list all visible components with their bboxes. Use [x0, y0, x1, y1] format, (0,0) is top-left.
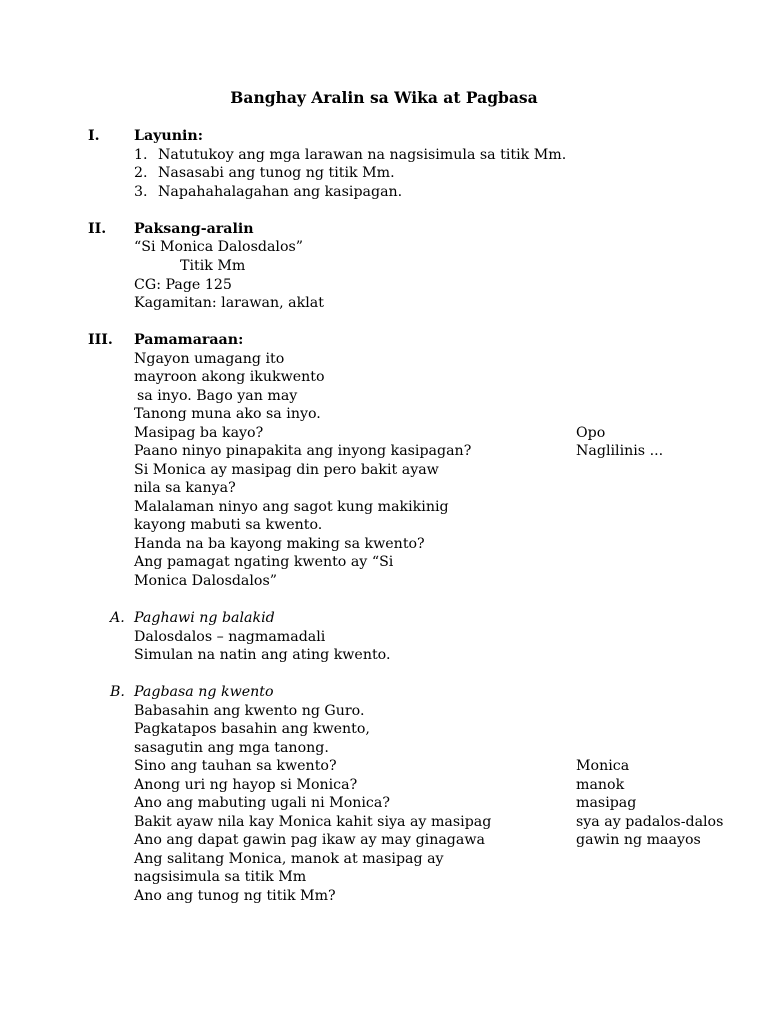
- subsection-b-line: nagsisimula sa titik Mm: [134, 869, 307, 885]
- subsection-b-line: Sino ang tauhan sa kwento?: [134, 758, 337, 774]
- subsection-b-line: Bakit ayaw nila kay Monica kahit siya ay masipag: [134, 814, 492, 830]
- cg-reference: CG: Page 125: [134, 277, 232, 293]
- procedure-line: Ngayon umagang ito: [134, 351, 285, 367]
- subsection-b-letter: B.: [110, 684, 125, 700]
- subsection-b-line: Pagkatapos basahin ang kwento,: [134, 721, 370, 737]
- section-2-heading: Paksang-aralin: [134, 221, 254, 237]
- procedure-line: nila sa kanya?: [134, 480, 236, 496]
- subsection-a-line: Dalosdalos – nagmamadali: [134, 629, 326, 645]
- answer: manok: [576, 777, 625, 793]
- subsection-b-heading: Pagbasa ng kwento: [134, 684, 274, 700]
- procedure-line: Ang pamagat ngating kwento ay “Si: [134, 554, 394, 570]
- section-2-numeral: II.: [88, 221, 107, 237]
- subsection-b-line: Babasahin ang kwento ng Guro.: [134, 703, 365, 719]
- objective-text: Natutukoy ang mga larawan na nagsisimula sa titik Mm.: [158, 147, 567, 163]
- section-3-heading: Pamamaraan:: [134, 332, 244, 348]
- materials: Kagamitan: larawan, aklat: [134, 295, 324, 311]
- procedure-line: kayong mabuti sa kwento.: [134, 517, 323, 533]
- procedure-line: Si Monica ay masipag din pero bakit ayaw: [134, 462, 439, 478]
- objective-number: 1.: [134, 147, 148, 163]
- procedure-line: mayroon akong ikukwento: [134, 369, 325, 385]
- subsection-b-line: Ano ang mabuting ugali ni Monica?: [134, 795, 390, 811]
- answer: sya ay padalos-dalos: [576, 814, 724, 830]
- answer: Opo: [576, 425, 606, 441]
- answer: Monica: [576, 758, 630, 774]
- subsection-a-heading: Paghawi ng balakid: [134, 610, 275, 626]
- procedure-line: Malalaman ninyo ang sagot kung makikinig: [134, 499, 449, 515]
- page-title: Banghay Aralin sa Wika at Pagbasa: [230, 88, 538, 107]
- subsection-b-line: Ang salitang Monica, manok at masipag ay: [134, 851, 444, 867]
- procedure-line: Monica Dalosdalos”: [134, 573, 278, 589]
- answer: masipag: [576, 795, 637, 811]
- procedure-line: sa inyo. Bago yan may: [137, 388, 298, 404]
- section-1-heading: Layunin:: [134, 128, 203, 144]
- objective-text: Napahahalagahan ang kasipagan.: [158, 184, 403, 200]
- subsection-b-line: sasagutin ang mga tanong.: [134, 740, 329, 756]
- story-title: “Si Monica Dalosdalos”: [134, 239, 304, 255]
- procedure-line: Tanong muna ako sa inyo.: [134, 406, 321, 422]
- objective-number: 2.: [134, 165, 148, 181]
- answer: gawin ng maayos: [576, 832, 701, 848]
- objective-text: Nasasabi ang tunog ng titik Mm.: [158, 165, 395, 181]
- subsection-b-line: Ano ang tunog ng titik Mm?: [134, 888, 336, 904]
- subsection-b-line: Ano ang dapat gawin pag ikaw ay may ginagawa: [134, 832, 485, 848]
- objective-number: 3.: [134, 184, 148, 200]
- section-1-numeral: I.: [88, 128, 100, 144]
- section-3-numeral: III.: [88, 332, 113, 348]
- subsection-b-line: Anong uri ng hayop si Monica?: [134, 777, 358, 793]
- procedure-line: Masipag ba kayo?: [134, 425, 264, 441]
- topic-letter: Titik Mm: [180, 258, 246, 274]
- subsection-a-letter: A.: [110, 610, 125, 626]
- answer: Naglilinis ...: [576, 443, 664, 459]
- subsection-a-line: Simulan na natin ang ating kwento.: [134, 647, 391, 663]
- procedure-line: Paano ninyo pinapakita ang inyong kasipagan?: [134, 443, 472, 459]
- procedure-line: Handa na ba kayong making sa kwento?: [134, 536, 425, 552]
